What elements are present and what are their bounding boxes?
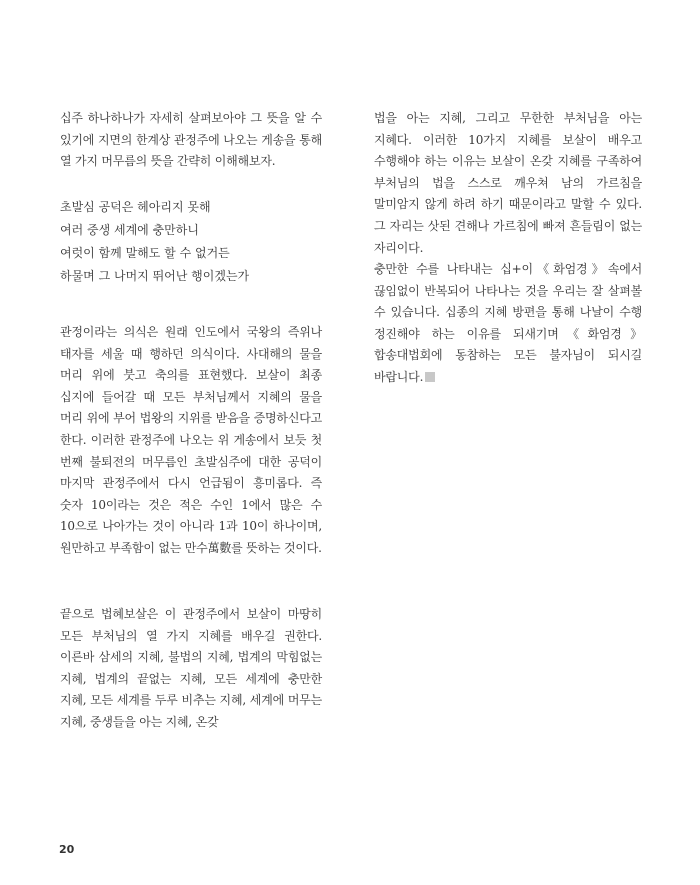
end-mark-icon xyxy=(425,372,435,382)
intro-paragraph: 십주 하나하나가 자세히 살펴보아야 그 뜻을 알 수 있기에 지면의 한계상 관정주에 나오는 게송을 통해 열 가지 머무름의 뜻을 간략히 이해해보자. xyxy=(60,111,322,169)
closing-paragraph-part2: 법을 아는 지혜, 그리고 무한한 부처님을 아는 지혜다. 이러한 10가지 지혜를 보살이 배우고 수행해야 하는 이유는 보살이 온갖 지혜를 구족하여 부처님의 법을 스스로 깨우쳐 남의 가르침을 말미암지 않게 하려 하기 때문이라고 말할 수 있다. 그 자리는 삿된 견해나 가르침에 빠져 흔들림이 없는 자리이다. xyxy=(374,111,642,255)
verse-block xyxy=(60,196,322,288)
final-paragraph xyxy=(374,259,642,389)
verse-line: 여럿이 함께 말해도 할 수 없거든 xyxy=(60,246,230,260)
final-paragraph-text: 충만한 수를 나타내는 십+이《화엄경》속에서 끊임없이 반복되어 나타나는 것을 우리는 잘 살펴볼 수 있습니다. 십종의 지혜 방편을 통해 나날이 수행 정진해야 하는 이유를 되새기며《화엄경》합송대법회에 동참하는 모든 불자님이 되시길 바랍니다. xyxy=(374,262,642,384)
page-number: 20 xyxy=(59,843,75,856)
closing-paragraph-part1: 끝으로 법혜보살은 이 관정주에서 보살이 마땅히 모든 부처님의 열 가지 지혜를 배우길 권한다. 이른바 삼세의 지혜, 불법의 지혜, 법계의 막힘없는 지혜, 법계의 끝없는 지혜, 모든 세계에 충만한 지혜, 모든 세계를 두루 비추는 지혜, 세계에 머무는 지혜, 중생들을 아는 지혜, 온갖 xyxy=(60,607,322,729)
verse-line: 초발심 공덕은 헤아리지 못해 xyxy=(60,200,211,214)
verse-line: 하물며 그 나머지 뛰어난 행이겠는가 xyxy=(60,269,250,283)
verse-line: 여러 중생 세계에 충만하니 xyxy=(60,223,199,237)
gwanjeong-paragraph: 관정이라는 의식은 원래 인도에서 국왕의 즉위나 태자를 세울 때 행하던 의식이다. 사대해의 물을 머리 위에 붓고 축의를 표현했다. 보살이 최종 십지에 들어갈 때 모든 부처님께서 지혜의 물을 머리 위에 부어 법왕의 지위를 받음을 증명하신다고 한다. 이러한 관정주에 나오는 위 게송에서 보듯 첫 번째 불퇴전의 머무름인 초발심주에 대한 공덕이 마지막 관정주에서 다시 언급됨이 흥미롭다. 즉 숫자 10이라는 것은 적은 수인 1에서 많은 수 10으로 나아가는 것이 아니라 1과 10이 하나이며, 원만하고 부족함이 없는 만수萬數를 뜻하는 것이다. xyxy=(60,325,322,555)
